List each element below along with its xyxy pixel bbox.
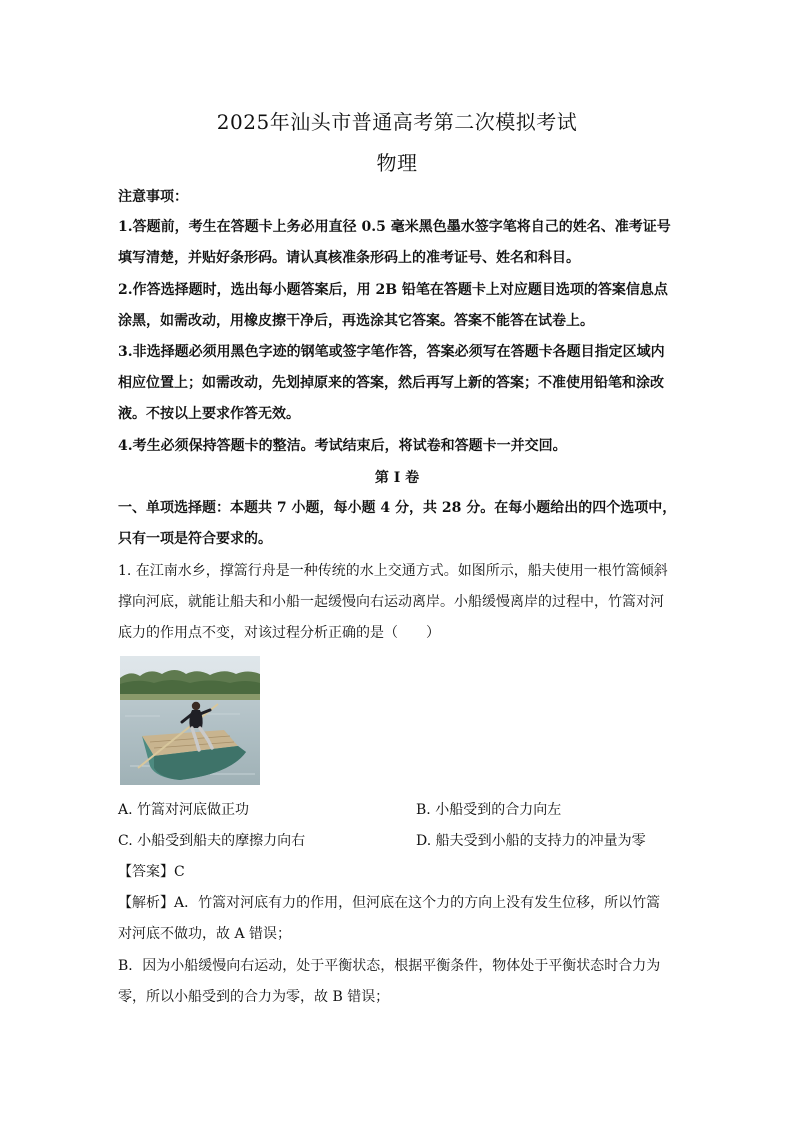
notice-line: 1.答题前，考生在答题卡上务必用直径 0.5 毫米黑色墨水签字笔将自己的姓名、准考证号: [118, 219, 671, 235]
notice-line: 填写清楚，并贴好条形码。请认真核准条形码上的准考证号、姓名和科目。: [118, 250, 580, 266]
answer-value: C: [174, 864, 185, 880]
notice-line: 相应位置上；如需改动，先划掉原来的答案，然后再写上新的答案；不准使用铅笔和涂改: [118, 375, 664, 391]
question-text: 撑向河底，就能让船夫和小船一起缓慢向右运动离岸。小船缓慢离岸的过程中，竹篙对河: [118, 594, 664, 610]
question-text: 底力的作用点不变，对该过程分析正确的是（ ）: [118, 625, 440, 641]
volume-label: 第 I 卷: [374, 470, 420, 486]
analysis-line: [118, 894, 678, 912]
analysis-text: 对河底不做功，故 A 错误；: [118, 926, 292, 942]
notice-line: 涂黑，如需改动，用橡皮擦干净后，再选涂其它答案。答案不能答在试卷上。: [118, 313, 594, 329]
notice-heading: 注意事项：: [118, 189, 188, 205]
exam-title: 2025年汕头市普通高考第二次模拟考试: [216, 110, 578, 134]
notice-line: 液。不按以上要求作答无效。: [118, 406, 300, 422]
analysis-tag: 【解析】: [118, 895, 174, 911]
option-b: B. 小船受到的合力向左: [416, 802, 562, 818]
question-text: 1. 在江南水乡，撑篙行舟是一种传统的水上交通方式。如图所示，船夫使用一根竹篙倾斜: [118, 563, 668, 579]
notice-line: 4.考生必须保持答题卡的整洁。考试结束后，将试卷和答题卡一并交回。: [118, 438, 567, 454]
analysis-text: 零，所以小船受到的合力为零，故 B 错误；: [118, 989, 390, 1005]
exam-subject: 物理: [376, 151, 418, 175]
answer-line: [118, 863, 678, 881]
answer-tag: 【答案】: [118, 864, 174, 880]
analysis-text: B．因为小船缓慢向右运动，处于平衡状态，根据平衡条件，物体处于平衡状态时合力为: [118, 958, 661, 974]
option-a: A. 竹篙对河底做正功: [118, 802, 250, 818]
section-heading: 一、单项选择题：本题共 7 小题，每小题 4 分，共 28 分。在每小题给出的四个选项中，: [118, 500, 677, 516]
notice-line: 2.作答选择题时，选出每小题答案后，用 2B 铅笔在答题卡上对应题目选项的答案信息点: [118, 282, 668, 298]
boatman-photo: [120, 656, 260, 785]
notice-line: 3.非选择题必须用黑色字迹的钢笔或签字笔作答，答案必须写在答题卡各题目指定区域内: [118, 344, 665, 360]
section-heading-cont: 只有一项是符合要求的。: [118, 531, 272, 547]
analysis-text: A．竹篙对河底有力的作用，但河底在这个力的方向上没有发生位移，所以竹篙: [174, 895, 661, 911]
option-d: D. 船夫受到小船的支持力的冲量为零: [416, 833, 646, 849]
option-c: C. 小船受到船夫的摩擦力向右: [118, 833, 306, 849]
